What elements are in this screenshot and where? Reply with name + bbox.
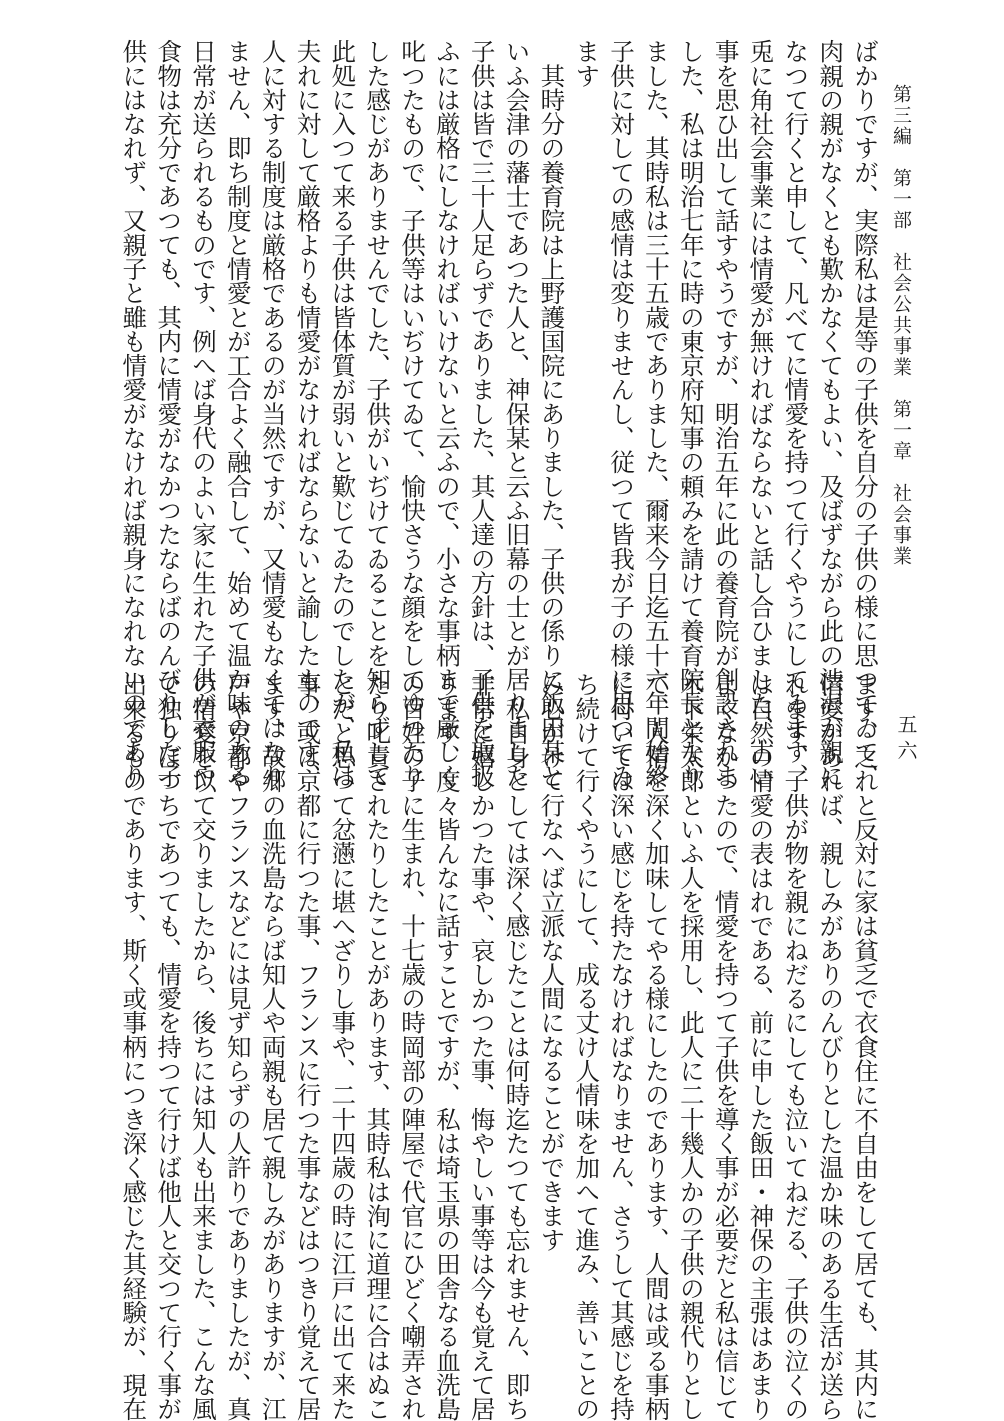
text-line: み心がけて行なへば立派な人間になることができます — [537, 672, 567, 1252]
text-line: ふには厳格にしなければいけないと云ふので、小さな事柄まで厳しく — [432, 39, 462, 788]
text-line: ばかりですが、実際私は是等の子供を自分の子供の様に思つてゐて、 — [851, 39, 880, 788]
text-line: 私自身としては深く感じたことは何時迄たつても忘れません、即ち — [502, 672, 532, 1421]
text-line: した、私は明治七年に時の東京府知事の頼みを請けて養育院長となり — [676, 39, 706, 788]
text-line: した感じがありませんでした、子供がいぢけてゐることを知らずして — [363, 39, 393, 788]
text-line: 此処に入つて来る子供は皆体質が弱いと歎じてゐたのでしたが、私は — [328, 39, 358, 788]
text-line: で独りぼつちであつても、情愛を持つて行けば他人と交つて行く事が — [154, 672, 184, 1421]
text-line: の情愛を以て交りましたから、後ちには知人も出来ました、こんな風 — [188, 672, 218, 1421]
text-line: ります、度々皆んなに話すことですが、私は埼玉県の田舎なる血洗島 — [432, 672, 462, 1421]
text-line: 木下栄太郎といふ人を採用し、此人に二十幾人かの子供の親代りとし — [676, 672, 706, 1421]
text-line: 非常に嬉しかつた事や、哀しかつた事、悔やしい事等は今も覚えて居 — [467, 672, 497, 1421]
text-line: 日常が送られるものです、例へば身代のよい家に生れた子供が衣服や — [188, 39, 218, 788]
text-line: 兎に角社会事業には情愛が無ければならないと話し合ひました、古い — [746, 39, 776, 788]
text-line: ました、其時私は三十五歳でありました、爾来今日迄五十六年間始終 — [641, 39, 671, 788]
text-line: とだと思つて忿懣に堪へざりし事や、二十四歳の時に江戸に出て来た — [328, 672, 358, 1421]
text-line: 其時分の養育院は上野護国院にありました、子供の係りに飯田某と — [537, 39, 567, 788]
text-line: ます、之れと反対に家は貧乏で衣食住に不自由をして居ても、其内に — [851, 672, 880, 1421]
text-line: 子供に対しての感情は変りませんし、従つて皆我が子の様に思つてゐ — [607, 39, 637, 788]
text-block-bottom — [63, 672, 882, 1421]
text-line: に付いては深い感じを持たなければなりません、さうして其感じを持 — [607, 672, 637, 1421]
text-line: 事、或は京都に行つた事、フランスに行つた事などはつきり覚えて居 — [293, 672, 323, 1421]
text-line: 子供は皆で三十人足らずでありました、其人達の方針は、子供を取扱 — [467, 39, 497, 788]
text-line: 供にはなれず、又親子と雖も情愛がなければ親身になれないのであり — [119, 39, 149, 788]
text-line: れます、子供が物を親にねだるにしても泣いてねだる、子供の泣くの — [781, 672, 811, 1421]
text-line: ます、故郷の血洗島ならば知人や両親も居て親しみがありますが、江 — [258, 672, 288, 1421]
text-line: たり叱責されたりしたことがあります、其時私は洵に道理に合はぬこ — [363, 672, 393, 1421]
text-line: 出来るものであります、斯く或事柄につき深く感じた其経験が、現在 — [119, 672, 149, 1421]
text-line: 戸や京都やフランスなどには見ず知らずの人許りでありましたが、真 — [223, 672, 253, 1421]
text-line: ます — [572, 39, 602, 88]
text-line: 事を思ひ出して話すやうですが、明治五年に此の養育院が創設されま — [711, 39, 741, 788]
text-line: ません、即ち制度と情愛とが工合よく融合して、始めて温か味のある — [223, 39, 253, 788]
text-line: 肉親の親がなくとも歎かなくてもよい、及ばずながら此の渋沢が親に — [816, 39, 846, 788]
text-line: 夫れに対して厳格よりも情愛がなければならないと諭したものです、 — [293, 39, 323, 788]
text-line: て、人情を深く加味してやる様にしたのであります、人間は或る事柄 — [641, 672, 671, 1421]
text-line: 情愛があれば、親しみがありのんびりとした温か味のある生活が送ら — [816, 672, 846, 1421]
page-number: 五六 — [894, 714, 918, 766]
text-block-top — [63, 39, 882, 788]
text-line: いふ会津の藩士であつた人と、神保某と云ふ旧幕の士とが居りました — [502, 39, 532, 788]
text-line: 食物は充分であつても、其内に情愛がなかつたならばのんびりした子 — [154, 39, 184, 788]
text-line: 人に対する制度は厳格であるのが当然ですが、又情愛もなくてはなり — [258, 39, 288, 788]
text-line: なつて行くと申して、凡べてに情愛を持つて行くやうにしてゐます、 — [781, 39, 811, 788]
running-header: 第三編 第一部 社会公共事業 第一章 社会事業 — [890, 84, 912, 567]
text-line: は自然の情愛の表はれである、前に申した飯田・神保の主張はあまり — [746, 672, 776, 1421]
text-line: ち続けて行くやうにして、成る丈け人情味を加へて進み、善いことの — [572, 672, 602, 1421]
text-line: よくなかつたので、情愛を持つて子供を導く事が必要だと私は信じて — [711, 672, 741, 1421]
text-line: 叱つたもので、子供等はいぢけてゐて、愉快さうな顔をしてゆつたり — [398, 39, 428, 788]
text-line: の百姓の子に生まれ、十七歳の時岡部の陣屋で代官にひどく嘲弄され — [398, 672, 428, 1421]
